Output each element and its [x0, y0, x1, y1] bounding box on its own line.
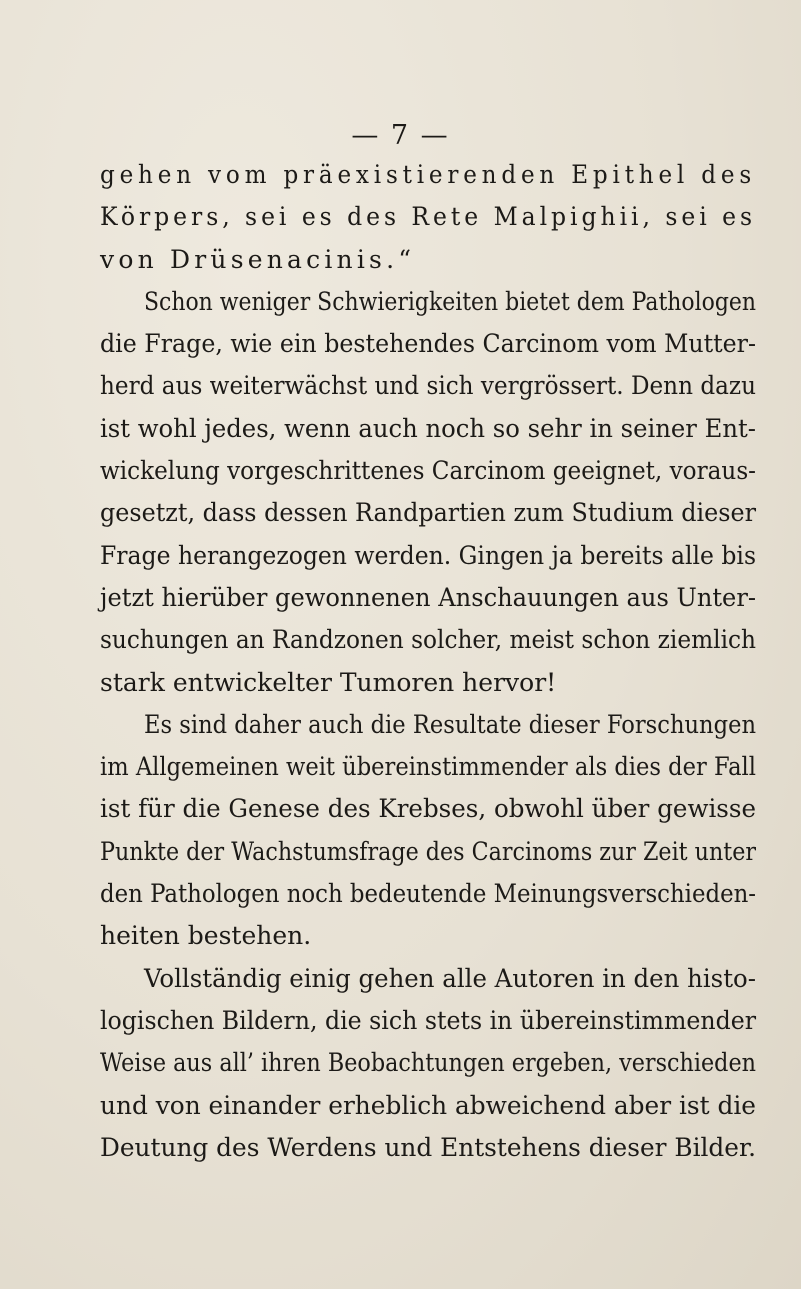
text-line-content: im Allgemeinen weit übereinstimmender als dies der Fall: [100, 752, 756, 782]
text-line-content: Punkte der Wachstumsfrage des Carcinoms zur Zeit unter: [100, 836, 756, 866]
text-line-content: Körpers, sei es des Rete Malpighii, sei es: [100, 202, 756, 232]
text-line: [100, 281, 756, 323]
text-line-content: von Drüsenacinis.“: [100, 244, 416, 274]
text-line-content: und von einander erheblich abweichend aber ist die: [100, 1090, 756, 1120]
text-line: [100, 831, 756, 873]
text-line-content: wickelung vorgeschrittenes Carcinom geeignet, voraus-: [100, 456, 756, 486]
text-line: [100, 492, 756, 534]
text-line: [100, 323, 756, 365]
text-line: [100, 239, 756, 281]
text-line: [100, 619, 756, 661]
text-line-content: ist wohl jedes, wenn auch noch so sehr in seiner Ent-: [100, 413, 756, 443]
body-text: [100, 154, 756, 1169]
text-line-content: heiten bestehen.: [100, 921, 312, 951]
text-line-content: logischen Bildern, die sich stets in übereinstimmender: [100, 1005, 756, 1035]
text-line-content: Frage herangezogen werden. Gingen ja bereits alle bis: [100, 540, 756, 570]
text-line-content: Vollständig einig gehen alle Autoren in den histo-: [144, 963, 756, 993]
text-line: [100, 577, 756, 619]
text-line-content: ist für die Genese des Krebses, obwohl über gewisse: [100, 794, 756, 824]
text-line: [100, 662, 756, 704]
text-line-content: Schon weniger Schwierigkeiten bietet dem Pathologen: [144, 286, 756, 316]
text-line: [100, 873, 756, 915]
text-line-content: jetzt hierüber gewonnenen Anschauungen aus Unter-: [100, 582, 756, 612]
text-line-content: herd aus weiterwächst und sich vergrössert. Denn dazu: [100, 371, 756, 401]
text-line: [100, 408, 756, 450]
text-line: [100, 1127, 756, 1169]
text-line: [100, 704, 756, 746]
text-line-content: die Frage, wie ein bestehendes Carcinom vom Mutter-: [100, 329, 756, 359]
text-line: [100, 1042, 756, 1084]
text-line-content: gehen vom präexistierenden Epithel des: [100, 160, 756, 189]
text-line-content: Weise aus all’ ihren Beobachtungen ergeben, verschieden: [100, 1048, 756, 1078]
text-line: [100, 958, 756, 1000]
text-line: [100, 915, 756, 957]
text-line-content: gesetzt, dass dessen Randpartien zum Studium dieser: [100, 498, 756, 528]
text-line-content: Es sind daher auch die Resultate dieser Forschungen: [144, 709, 756, 739]
text-line: [100, 365, 756, 407]
page-number: — 7 —: [351, 120, 450, 151]
text-line: [100, 154, 756, 196]
text-line-content: den Pathologen noch bedeutende Meinungsverschieden-: [100, 879, 756, 909]
text-line: [100, 746, 756, 788]
text-line-content: suchungen an Randzonen solcher, meist schon ziemlich: [100, 625, 756, 655]
text-line: [100, 1085, 756, 1127]
text-line: [100, 1000, 756, 1042]
text-line-content: stark entwickelter Tumoren hervor!: [100, 667, 557, 697]
text-line: [100, 196, 756, 238]
text-line: [100, 535, 756, 577]
text-line: [100, 788, 756, 830]
text-line-content: Deutung des Werdens und Entstehens dieser Bilder.: [100, 1132, 756, 1162]
text-line: [100, 450, 756, 492]
